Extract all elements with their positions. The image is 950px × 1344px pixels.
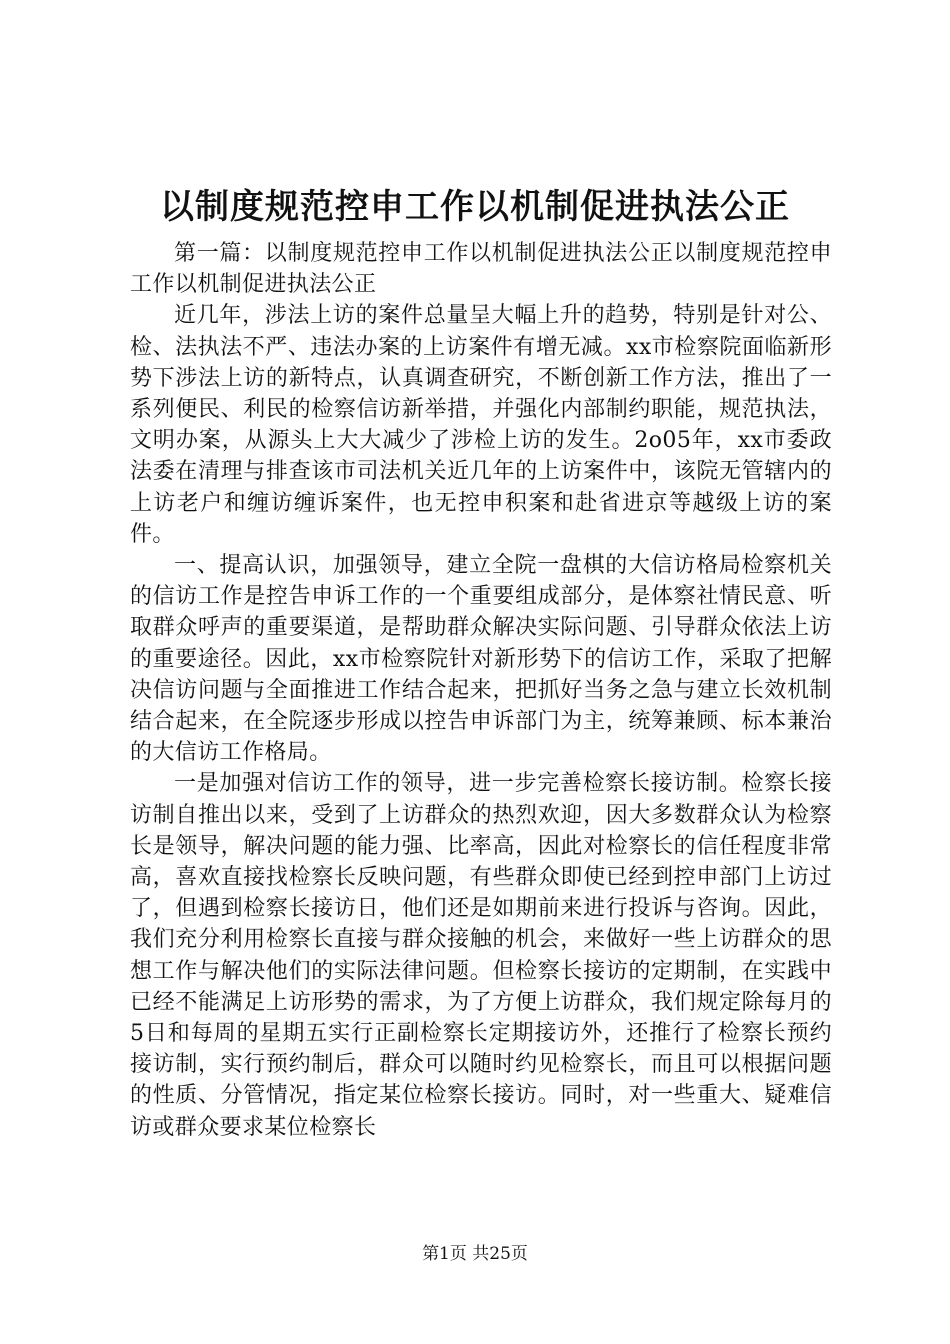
document-body	[130, 238, 832, 1143]
page-number-footer: 第1页 共25页	[422, 1244, 528, 1264]
paragraph-section-one: 一、提高认识，加强领导，建立全院一盘棋的大信访格局检察机关的信访工作是控告申诉工作的一个重要组成部分，是体察社情民意、听取群众呼声的重要渠道，是帮助群众解决实际问题、引导群众依法上访的重要途径。因此，xx市检察院针对新形势下的信访工作，采取了把解决信访问题与全面推进工作结合起来，把抓好当务之急与建立长效机制结合起来，在全院逐步形成以控告申诉部门为主，统筹兼顾、标本兼治的大信访工作格局。	[130, 553, 832, 766]
paragraph-overview: 近几年，涉法上访的案件总量呈大幅上升的趋势，特别是针对公、检、法执法不严、违法办案的上访案件有增无减。xx市检察院面临新形势下涉法上访的新特点，认真调查研究，不断创新工作方法，推出了一系列便民、利民的检察信访新举措，并强化内部制约职能，规范执法，文明办案，从源头上大大减少了涉检上访的发生。2o05年，xx市委政法委在清理与排查该市司法机关近几年的上访案件中，该院无管辖内的上访老户和缠访缠诉案件，也无控申积案和赴省进京等越级上访的案件。	[130, 303, 832, 547]
document-title: 以制度规范控申工作以机制促进执法公正	[160, 187, 790, 227]
paragraph-point-one: 一是加强对信访工作的领导，进一步完善检察长接访制。检察长接访制自推出以来，受到了上访群众的热烈欢迎，因大多数群众认为检察长是领导，解决问题的能力强、比率高，因此对检察长的信任程度非常高，喜欢直接找检察长反映问题，有些群众即使已经到控申部门上访过了，但遇到检察长接访日，他们还是如期前来进行投诉与咨询。因此，我们充分利用检察长直接与群众接触的机会，来做好一些上访群众的思想工作与解决他们的实际法律问题。但检察长接访的定期制，在实践中已经不能满足上访形势的需求，为了方便上访群众，我们规定除每月的5日和每周的星期五实行正副检察长定期接访外，还推行了检察长预约接访制，实行预约制后，群众可以随时约见检察长，而且可以根据问题的性质、分管情况，指定某位检察长接访。同时，对一些重大、疑难信访或群众要求某位检察长	[130, 771, 832, 1140]
paragraph-intro: 第一篇：以制度规范控申工作以机制促进执法公正以制度规范控申工作以机制促进执法公正	[130, 241, 832, 298]
